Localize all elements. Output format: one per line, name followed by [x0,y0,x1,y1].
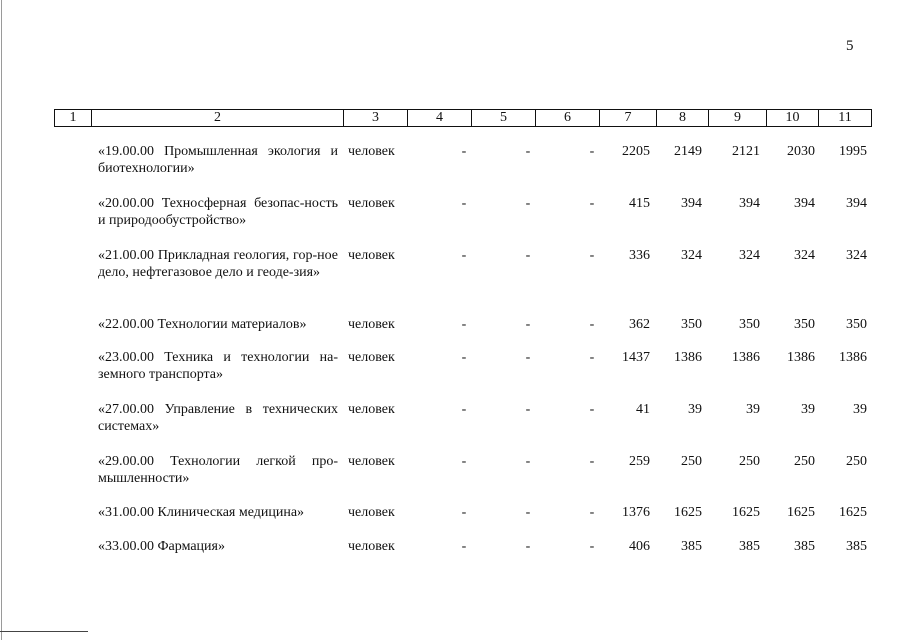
column-number-header [54,109,872,127]
col11-cell: 1386 [839,350,867,365]
col6-cell: - [589,402,595,417]
col10-cell: 39 [801,402,815,417]
unit-cell: человек [348,317,395,332]
col6-cell: - [589,144,595,159]
header-col-6: 6 [536,110,600,127]
program-name: «19.00.00 Промышленная экология и биотехнологии» [98,144,338,176]
page-number: 5 [846,38,854,54]
header-col-2: 2 [92,110,344,127]
col10-cell: 324 [794,248,815,263]
col9-cell: 350 [739,317,760,332]
col6-cell: - [589,539,595,554]
col11-cell: 1995 [839,144,867,159]
col9-cell: 1625 [732,505,760,520]
col11-cell: 350 [846,317,867,332]
unit-cell: человек [348,505,395,520]
col10-cell: 1625 [787,505,815,520]
col7-cell: 259 [629,454,650,469]
col8-cell: 1386 [674,350,702,365]
program-name: «23.00.00 Техника и технологии на-земного транспорта» [98,350,338,382]
col5-cell: - [525,539,531,554]
unit-cell: человек [348,248,395,263]
unit-cell: человек [348,539,395,554]
program-name: «21.00.00 Прикладная геология, гор-ное дело, нефтегазовое дело и геоде-зия» [98,248,338,280]
col8-cell: 39 [688,402,702,417]
header-col-11: 11 [819,110,872,127]
col11-cell: 1625 [839,505,867,520]
unit-cell: человек [348,144,395,159]
unit-cell: человек [348,454,395,469]
col7-cell: 406 [629,539,650,554]
col10-cell: 350 [794,317,815,332]
col4-cell: - [461,317,467,332]
header-col-4: 4 [408,110,472,127]
program-name: «33.00.00 Фармация» [98,539,225,554]
col4-cell: - [461,144,467,159]
header-col-7: 7 [600,110,657,127]
col6-cell: - [589,317,595,332]
col11-cell: 394 [846,196,867,211]
col9-cell: 2121 [732,144,760,159]
header-col-10: 10 [767,110,819,127]
col8-cell: 394 [681,196,702,211]
scan-corner-mark [0,631,88,632]
col5-cell: - [525,196,531,211]
col7-cell: 336 [629,248,650,263]
col8-cell: 324 [681,248,702,263]
col11-cell: 324 [846,248,867,263]
unit-cell: человек [348,350,395,365]
col10-cell: 394 [794,196,815,211]
scan-edge-line [1,0,2,640]
col10-cell: 385 [794,539,815,554]
header-col-9: 9 [709,110,767,127]
col4-cell: - [461,402,467,417]
col4-cell: - [461,196,467,211]
program-name: «22.00.00 Технологии материалов» [98,317,307,332]
unit-cell: человек [348,402,395,417]
col5-cell: - [525,317,531,332]
col7-cell: 1437 [622,350,650,365]
col9-cell: 324 [739,248,760,263]
col9-cell: 394 [739,196,760,211]
col11-cell: 39 [853,402,867,417]
col6-cell: - [589,454,595,469]
col5-cell: - [525,144,531,159]
col8-cell: 250 [681,454,702,469]
col6-cell: - [589,248,595,263]
col5-cell: - [525,350,531,365]
col8-cell: 1625 [674,505,702,520]
col6-cell: - [589,350,595,365]
col7-cell: 41 [636,402,650,417]
col5-cell: - [525,248,531,263]
col9-cell: 250 [739,454,760,469]
col4-cell: - [461,539,467,554]
col9-cell: 1386 [732,350,760,365]
col11-cell: 250 [846,454,867,469]
program-name: «31.00.00 Клиническая медицина» [98,505,305,520]
col4-cell: - [461,248,467,263]
unit-cell: человек [348,196,395,211]
program-name: «27.00.00 Управление в технических системах» [98,402,338,434]
col10-cell: 250 [794,454,815,469]
header-col-5: 5 [472,110,536,127]
program-name: «29.00.00 Технологии легкой про-мышленности» [98,454,338,486]
col6-cell: - [589,196,595,211]
col4-cell: - [461,350,467,365]
col7-cell: 415 [629,196,650,211]
col8-cell: 2149 [674,144,702,159]
col7-cell: 1376 [622,505,650,520]
col10-cell: 2030 [787,144,815,159]
col4-cell: - [461,505,467,520]
col8-cell: 350 [681,317,702,332]
col7-cell: 362 [629,317,650,332]
header-col-3: 3 [344,110,408,127]
col11-cell: 385 [846,539,867,554]
header-col-8: 8 [657,110,709,127]
col9-cell: 39 [746,402,760,417]
col5-cell: - [525,402,531,417]
col8-cell: 385 [681,539,702,554]
col5-cell: - [525,505,531,520]
col10-cell: 1386 [787,350,815,365]
col6-cell: - [589,505,595,520]
header-col-1: 1 [55,110,92,127]
col9-cell: 385 [739,539,760,554]
program-name: «20.00.00 Техносферная безопас-ность и природообустройство» [98,196,338,228]
col7-cell: 2205 [622,144,650,159]
col5-cell: - [525,454,531,469]
col4-cell: - [461,454,467,469]
